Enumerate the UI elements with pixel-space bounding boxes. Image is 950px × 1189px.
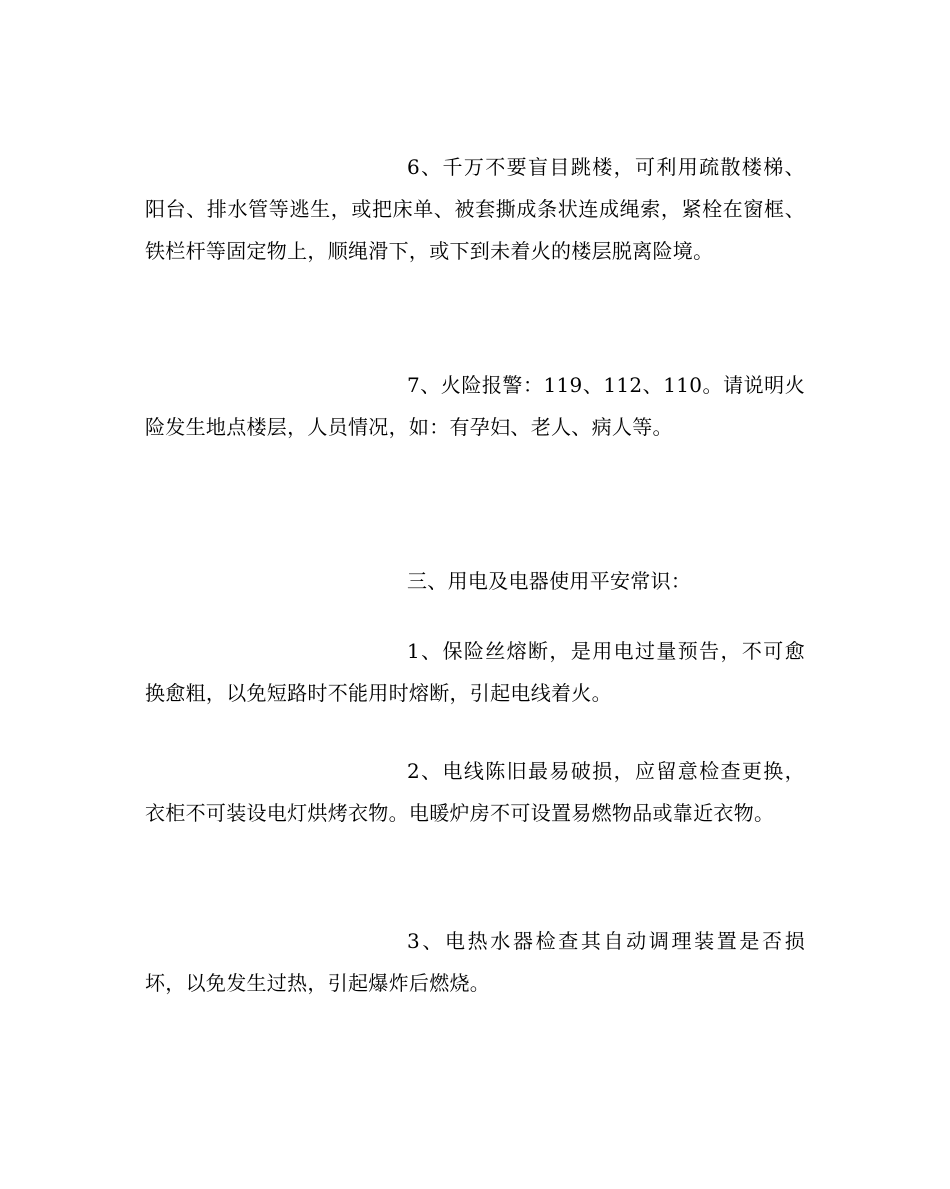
paragraph-item-1: 1、保险丝熔断，是用电过量预告，不可愈换愈粗，以免短路时不能用时熔断，引起电线着火。	[145, 639, 805, 705]
paragraph-item-3: 3、电热水器检查其自动调理装置是否损坏，以免发生过热，引起爆炸后燃烧。	[145, 929, 805, 995]
paragraph-item-2: 2、电线陈旧最易破损，应留意检查更换，衣柜不可装设电灯烘烤衣物。电暖炉房不可设置易燃物品或靠近衣物。	[145, 759, 805, 825]
paragraph-item-6: 6、千万不要盲目跳楼，可利用疏散楼梯、阳台、排水管等逃生，或把床单、被套撕成条状连成绳索，紧栓在窗框、铁栏杆等固定物上，顺绳滑下，或下到未着火的楼层脱离险境。	[145, 155, 805, 263]
section-heading-electrical-safety: 三、用电及电器使用平安常识：	[407, 569, 692, 593]
paragraph-item-7: 7、火险报警：119、112、110。请说明火险发生地点楼层，人员情况，如：有孕妇、老人、病人等。	[145, 373, 805, 439]
